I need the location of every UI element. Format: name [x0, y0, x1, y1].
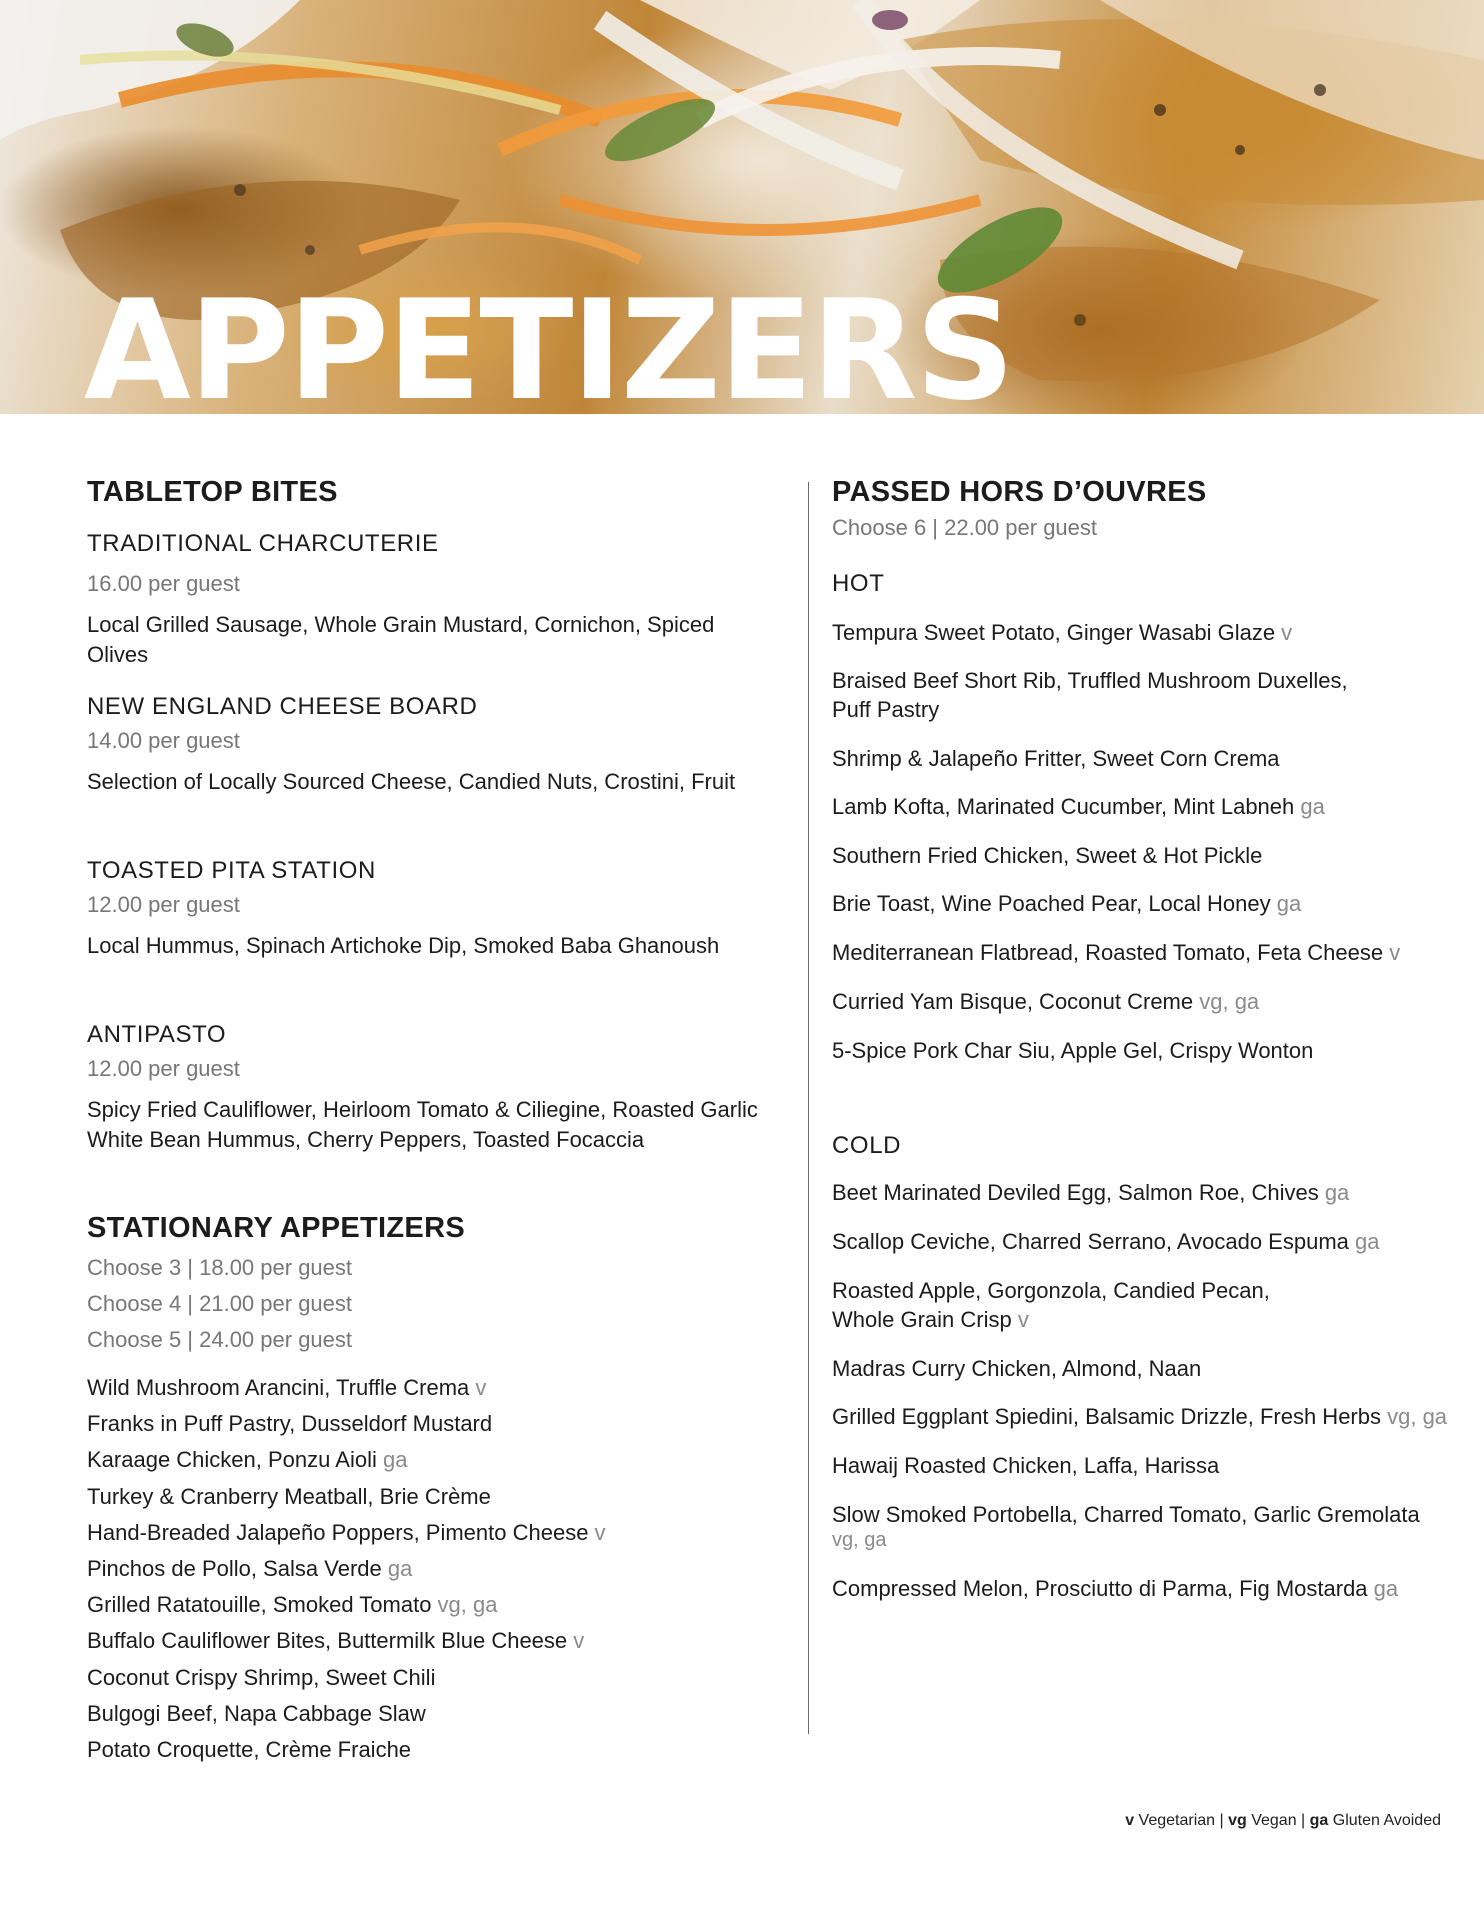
item-title: TOASTED PITA STATION — [87, 857, 376, 884]
item-text: Karaage Chicken, Ponzu Aioli — [87, 1447, 377, 1473]
list-item — [832, 1574, 1398, 1603]
diet-tag: v — [1383, 940, 1401, 965]
diet-tag: v — [567, 1628, 585, 1654]
diet-tag: ga — [1270, 891, 1302, 916]
item-title: NEW ENGLAND CHEESE BOARD — [87, 693, 478, 720]
item-text: Grilled Eggplant Spiedini, Balsamic Drizzle, Fresh Herbs — [832, 1404, 1381, 1429]
item-text-line: Braised Beef Short Rib, Truffled Mushroom Duxelles, — [832, 668, 1348, 693]
item-text: Hand-Breaded Jalapeño Poppers, Pimento Cheese — [87, 1519, 589, 1545]
diet-tag: v — [1275, 620, 1293, 645]
legend-label: Gluten Avoided — [1328, 1812, 1441, 1829]
list-item — [832, 618, 1292, 647]
item-text: Southern Fried Chicken, Sweet & Hot Pickle — [832, 843, 1263, 868]
passed-hors-doeuvres-section — [832, 472, 1206, 546]
item-text: Turkey & Cranberry Meatball, Brie Crème — [87, 1483, 491, 1509]
list-item — [87, 1587, 606, 1623]
hero-bottom-edge — [0, 414, 1484, 444]
list-item — [832, 1276, 1270, 1334]
item-text-line: Slow Smoked Portobella, Charred Tomato, Garlic Gremolata — [832, 1502, 1420, 1527]
item-text: Beet Marinated Deviled Egg, Salmon Roe, Chives — [832, 1180, 1319, 1205]
item-price: 12.00 per guest — [87, 1056, 240, 1081]
dietary-legend — [1125, 1812, 1441, 1830]
list-item — [832, 938, 1400, 967]
item-text: Mediterranean Flatbread, Roasted Tomato, Feta Cheese — [832, 940, 1384, 965]
stationary-appetizers-section — [87, 1208, 606, 1768]
item-text: Hawaij Roasted Chicken, Laffa, Harissa — [832, 1453, 1220, 1478]
item-text: Pinchos de Pollo, Salsa Verde — [87, 1556, 382, 1582]
list-item — [87, 1551, 606, 1587]
diet-tag: vg, ga — [1193, 989, 1260, 1014]
list-item — [832, 1500, 1420, 1551]
item-text: Lamb Kofta, Marinated Cucumber, Mint Labneh — [832, 794, 1295, 819]
item-text: Scallop Ceviche, Charred Serrano, Avocado Espuma — [832, 1229, 1349, 1254]
stationary-items-list — [87, 1370, 606, 1768]
section-title: PASSED HORS D’OUVRES — [832, 476, 1207, 508]
item-text: Tempura Sweet Potato, Ginger Wasabi Glaze — [832, 620, 1276, 645]
item-text-line: Puff Pastry — [832, 697, 940, 722]
item-title: TRADITIONAL CHARCUTERIE — [87, 530, 439, 557]
diet-tag: vg, ga — [832, 1529, 887, 1551]
menu-item-antipasto — [87, 1019, 758, 1155]
item-text: Shrimp & Jalapeño Fritter, Sweet Corn Crema — [832, 746, 1280, 771]
diet-tag: v — [469, 1375, 487, 1400]
list-item — [87, 1623, 606, 1659]
item-description-line: White Bean Hummus, Cherry Peppers, Toasted Focaccia — [87, 1127, 645, 1152]
legend-key: vg — [1228, 1812, 1247, 1829]
subsection-title: COLD — [832, 1132, 902, 1159]
item-title: ANTIPASTO — [87, 1021, 227, 1048]
tabletop-bites-section — [87, 472, 338, 512]
list-item — [87, 1479, 606, 1515]
diet-tag: v — [1011, 1307, 1029, 1332]
item-text: Grilled Ratatouille, Smoked Tomato — [87, 1592, 432, 1618]
price-options — [87, 1250, 606, 1358]
item-text: Wild Mushroom Arancini, Truffle Crema — [87, 1375, 470, 1400]
list-item — [832, 744, 1280, 773]
legend-label: Vegetarian | — [1134, 1812, 1229, 1829]
list-item — [832, 666, 1348, 724]
legend-key: v — [1125, 1812, 1135, 1829]
diet-tag: ga — [1294, 794, 1325, 819]
section-title: STATIONARY APPETIZERS — [87, 1212, 465, 1244]
section-price: Choose 6 | 22.00 per guest — [832, 515, 1098, 540]
item-text: Curried Yam Bisque, Coconut Creme — [832, 989, 1194, 1014]
item-text: Compressed Melon, Prosciutto di Parma, Fig Mostarda — [832, 1576, 1368, 1601]
diet-tag: ga — [1367, 1576, 1399, 1601]
item-description: Local Grilled Sausage, Whole Grain Mustard, Cornichon, Spiced Olives — [87, 612, 715, 667]
item-text: Bulgogi Beef, Napa Cabbage Slaw — [87, 1700, 426, 1726]
diet-tag: vg, ga — [431, 1592, 498, 1618]
cold-subsection-title — [832, 1130, 901, 1162]
item-text: Franks in Puff Pastry, Dusseldorf Mustard — [87, 1411, 493, 1437]
list-item — [832, 1178, 1349, 1207]
list-item — [87, 1660, 606, 1696]
list-item — [87, 1515, 606, 1551]
item-text-line: Roasted Apple, Gorgonzola, Candied Pecan, — [832, 1278, 1270, 1303]
price-option: Choose 5 | 24.00 per guest — [87, 1327, 353, 1352]
diet-tag: ga — [1318, 1180, 1350, 1205]
item-text-line: Whole Grain Crisp — [832, 1307, 1012, 1332]
item-text: 5-Spice Pork Char Siu, Apple Gel, Crispy Wonton — [832, 1038, 1314, 1063]
list-item — [87, 1696, 606, 1732]
price-option: Choose 3 | 18.00 per guest — [87, 1255, 353, 1280]
item-text: Buffalo Cauliflower Bites, Buttermilk Blue Cheese — [87, 1628, 568, 1654]
list-item — [832, 1354, 1201, 1383]
list-item — [832, 1402, 1447, 1431]
list-item — [832, 1036, 1313, 1065]
diet-tag: v — [588, 1519, 606, 1545]
list-item — [832, 987, 1259, 1016]
item-text: Potato Croquette, Crème Fraiche — [87, 1737, 412, 1763]
list-item — [832, 1451, 1219, 1480]
legend-label: Vegan | — [1246, 1812, 1310, 1829]
item-description-line: Spicy Fried Cauliflower, Heirloom Tomato & Ciliegine, Roasted Garlic — [87, 1097, 758, 1122]
legend-key: ga — [1309, 1812, 1329, 1829]
subsection-title: HOT — [832, 570, 885, 597]
list-item — [832, 841, 1262, 870]
section-title: TABLETOP BITES — [87, 476, 338, 508]
menu-item-traditional-charcuterie — [87, 528, 777, 670]
item-description: Selection of Locally Sourced Cheese, Candied Nuts, Crostini, Fruit — [87, 769, 736, 794]
item-description: Local Hummus, Spinach Artichoke Dip, Smoked Baba Ghanoush — [87, 933, 720, 958]
list-item — [87, 1442, 606, 1478]
column-divider — [808, 482, 809, 1734]
list-item — [832, 792, 1325, 821]
item-price: 16.00 per guest — [87, 571, 240, 596]
item-text: Coconut Crispy Shrimp, Sweet Chili — [87, 1664, 436, 1690]
menu-item-toasted-pita-station — [87, 855, 719, 961]
hero-photo — [0, 0, 1484, 414]
item-text: Brie Toast, Wine Poached Pear, Local Honey — [832, 891, 1271, 916]
list-item — [832, 889, 1301, 918]
item-text: Madras Curry Chicken, Almond, Naan — [832, 1356, 1202, 1381]
item-price: 12.00 per guest — [87, 892, 240, 917]
diet-tag: ga — [376, 1447, 408, 1473]
list-item — [832, 1227, 1379, 1256]
diet-tag: ga — [381, 1556, 413, 1582]
diet-tag: vg, ga — [1381, 1404, 1448, 1429]
price-option: Choose 4 | 21.00 per guest — [87, 1291, 353, 1316]
menu-item-new-england-cheese-board — [87, 691, 735, 797]
page-title: APPETIZERS — [84, 270, 1013, 414]
hot-subsection-title — [832, 568, 884, 600]
list-item — [87, 1370, 606, 1406]
list-item — [87, 1406, 606, 1442]
list-item — [87, 1732, 606, 1768]
diet-tag: ga — [1348, 1229, 1380, 1254]
item-price: 14.00 per guest — [87, 728, 240, 753]
